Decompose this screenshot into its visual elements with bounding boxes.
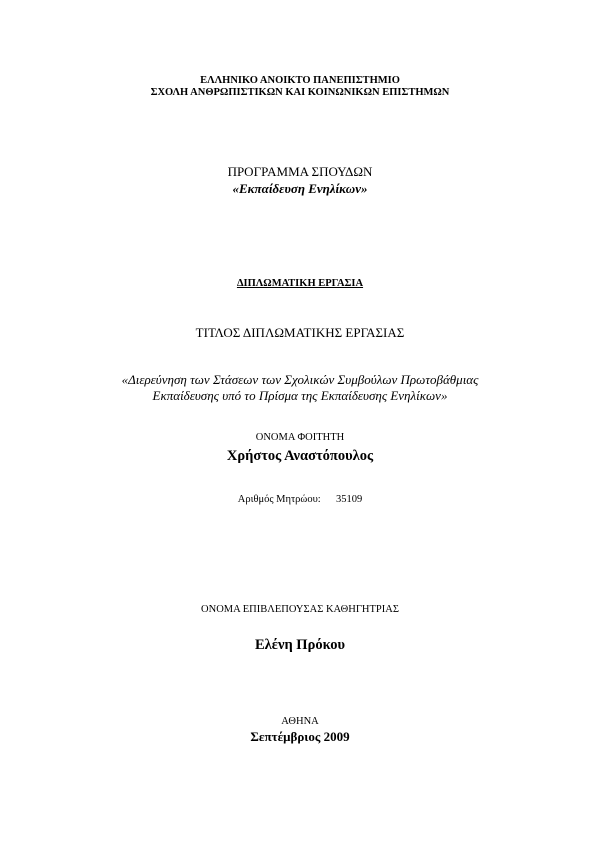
date: Σεπτέμβριος 2009 [250,729,350,744]
thesis-title-line-2: Εκπαίδευσης υπό το Πρίσμα της Εκπαίδευσης Ενηλίκων» [152,388,448,403]
registry-number: 35109 [335,494,363,505]
thesis-title-label: ΤΙΤΛΟΣ ΔΙΠΛΩΜΑΤΙΚΗΣ ΕΡΓΑΣΙΑΣ [195,325,405,340]
student-label: ΟΝΟΜΑ ΦΟΙΤΗΤΗ [255,432,345,443]
program-label: ΠΡΟΓΡΑΜΜΑ ΣΠΟΥΔΩΝ [227,164,373,179]
registry-line [0,494,600,505]
program-name: «Εκπαίδευση Ενηλίκων» [232,181,368,196]
supervisor-name: Ελένη Πρόκου [254,637,346,653]
thesis-type: ΔΙΠΛΩΜΑΤΙΚΗ ΕΡΓΑΣΙΑ [236,278,364,289]
school-name: ΣΧΟΛΗ ΑΝΘΡΩΠΙΣΤΙΚΩΝ ΚΑΙ ΚΟΙΝΩΝΙΚΩΝ ΕΠΙΣΤΗΜΩΝ [150,87,450,98]
supervisor-label: ΟΝΟΜΑ ΕΠΙΒΛΕΠΟΥΣΑΣ ΚΑΘΗΓΗΤΡΙΑΣ [201,604,399,615]
student-name: Χρήστος Αναστόπουλος [226,448,374,464]
thesis-title-line-1: «Διερεύνηση των Στάσεων των Σχολικών Συμβούλων Πρωτοβάθμιας [121,372,479,387]
university-name: ΕΛΛΗΝΙΚΟ ΑΝΟΙΚΤΟ ΠΑΝΕΠΙΣΤΗΜΙΟ [200,75,400,86]
city: ΑΘΗΝΑ [281,716,319,727]
registry-label: Αριθμός Μητρώου: [237,494,321,505]
